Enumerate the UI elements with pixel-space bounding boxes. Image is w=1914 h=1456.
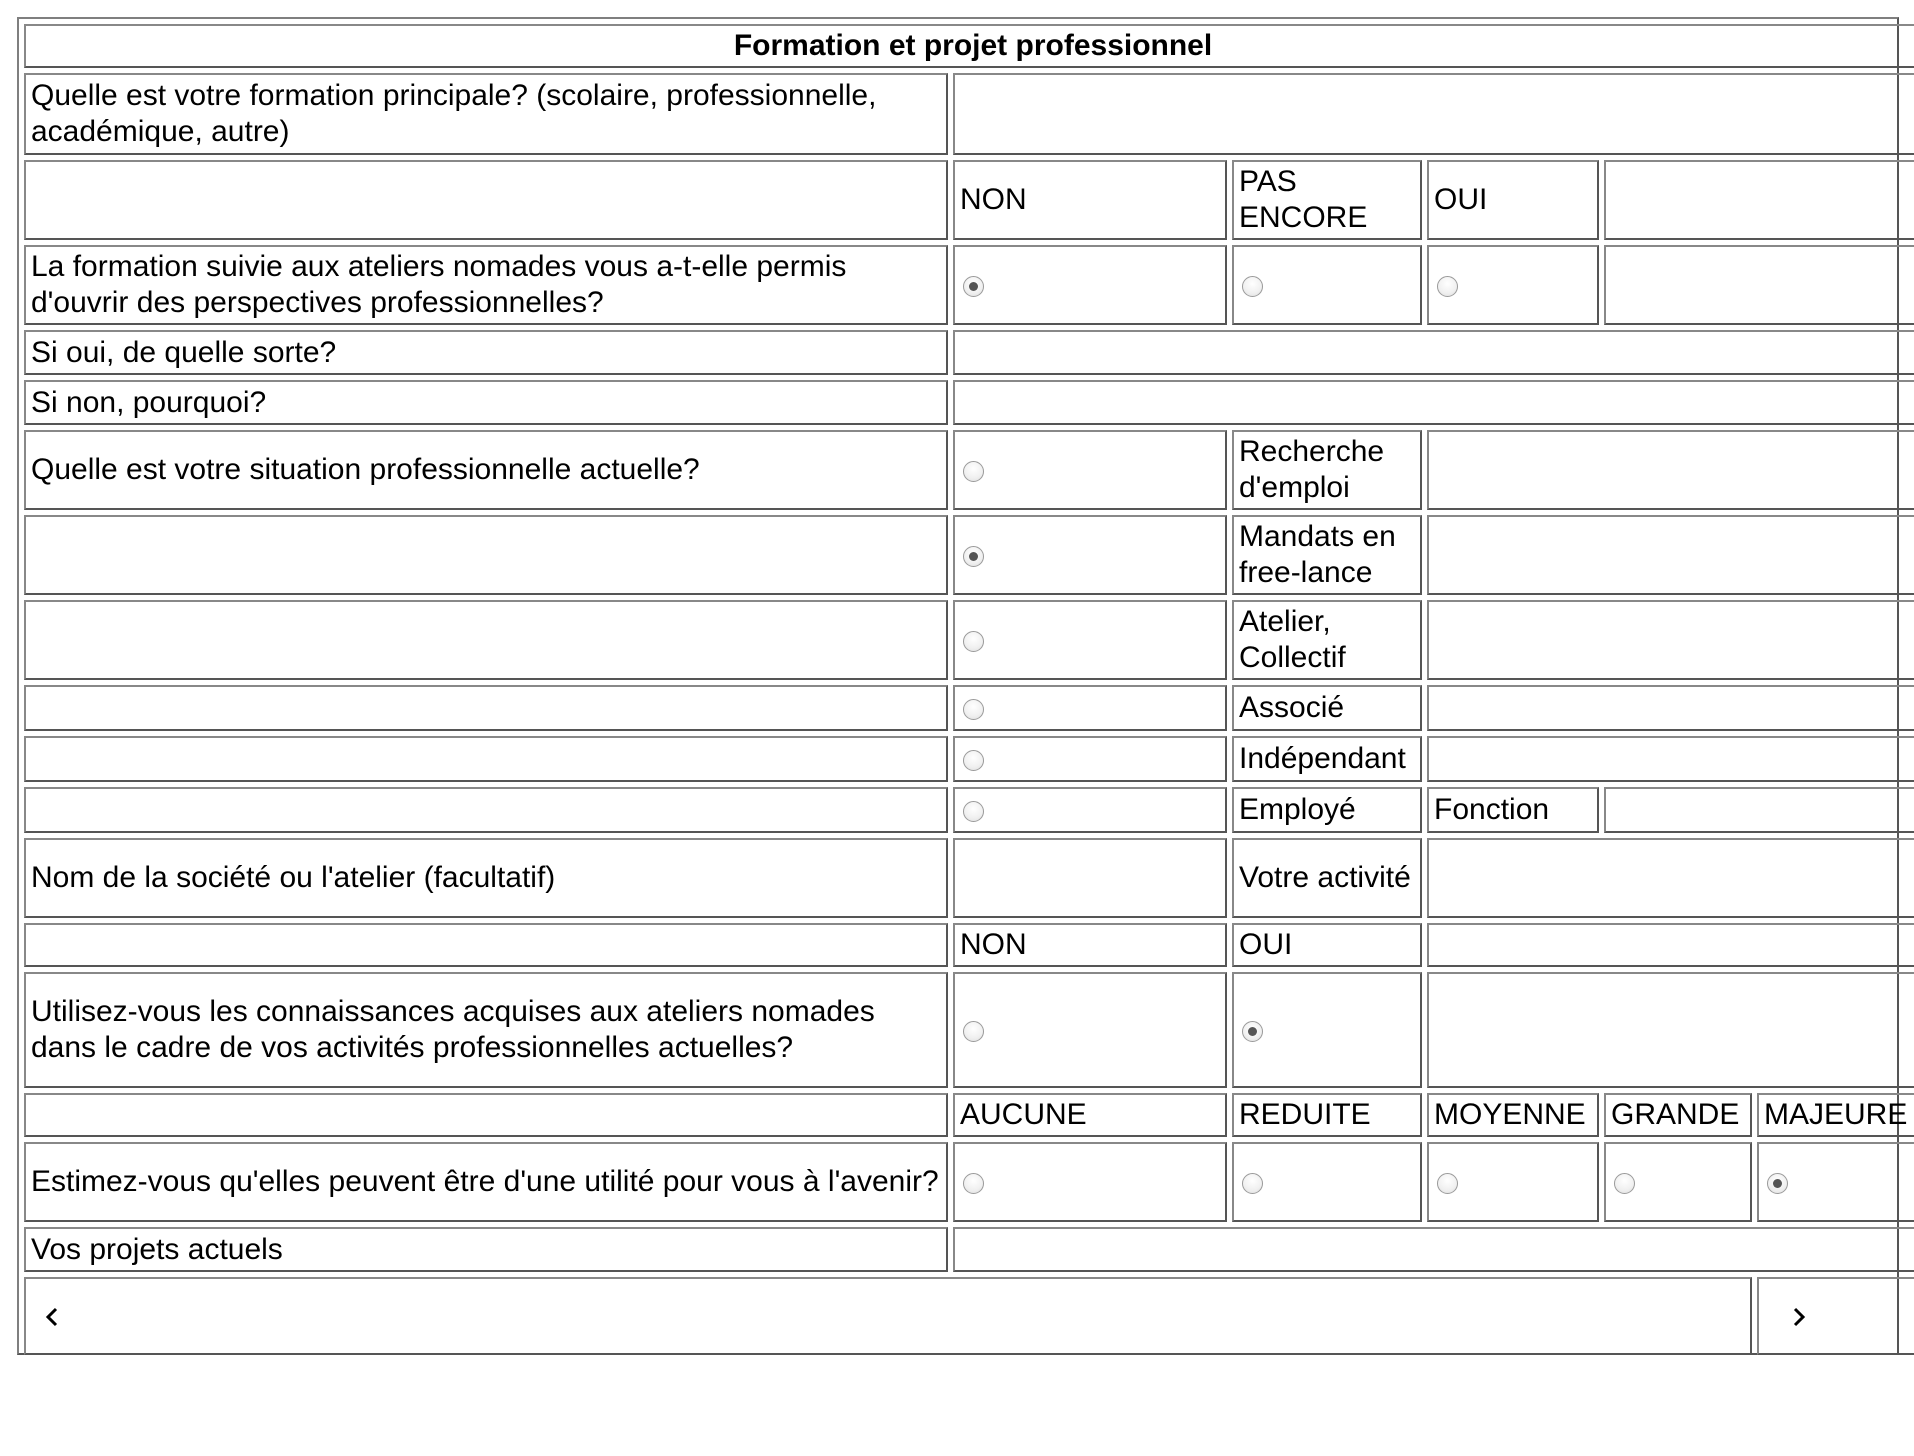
question-si-non: Si non, pourquoi? [24, 380, 948, 425]
answer-projets[interactable] [953, 1227, 1914, 1272]
form-container [17, 17, 1908, 1355]
answer-si-oui[interactable] [953, 330, 1914, 375]
radio-connaissances-oui[interactable] [1242, 1021, 1263, 1042]
empty-cell [24, 736, 948, 782]
radio-perspectives-pas-encore[interactable] [1242, 276, 1263, 297]
header-empty-cell [24, 1093, 948, 1137]
radio-utilite-grande[interactable] [1614, 1173, 1635, 1194]
label-associe: Associé [1232, 685, 1422, 731]
radio-utilite-majeure[interactable] [1767, 1173, 1788, 1194]
header-non: NON [953, 160, 1227, 240]
radio-utilite-reduite[interactable] [1242, 1173, 1263, 1194]
header-non: NON [953, 923, 1227, 967]
chevron-left-icon[interactable] [40, 1305, 64, 1329]
question-perspectives: La formation suivie aux ateliers nomades vous a-t-elle permis d'ouvrir des perspectives professionnelles? [24, 245, 948, 325]
question-si-oui: Si oui, de quelle sorte? [24, 330, 948, 375]
answer-societe[interactable] [953, 838, 1227, 918]
radio-perspectives-non[interactable] [963, 276, 984, 297]
section-title: Formation et projet professionnel [24, 24, 1914, 68]
label-recherche-emploi: Recherche d'emploi [1232, 430, 1422, 510]
empty-cell [1427, 600, 1914, 680]
empty-cell [1427, 515, 1914, 595]
radio-situation-independant[interactable] [963, 750, 984, 771]
label-independant: Indépendant [1232, 736, 1422, 782]
radio-situation-associe[interactable] [963, 699, 984, 720]
header-majeure: MAJEURE [1757, 1093, 1914, 1137]
header-empty-cell [24, 160, 948, 240]
nav-next-cell[interactable] [1757, 1277, 1914, 1355]
radio-situation-atelier-collectif[interactable] [963, 631, 984, 652]
empty-cell [24, 685, 948, 731]
empty-cell [1427, 430, 1914, 510]
radio-situation-recherche-emploi[interactable] [963, 461, 984, 482]
radio-utilite-moyenne[interactable] [1437, 1173, 1458, 1194]
chevron-right-icon[interactable] [1787, 1305, 1811, 1329]
header-oui: OUI [1427, 160, 1599, 240]
question-projets: Vos projets actuels [24, 1227, 948, 1272]
empty-cell [1427, 736, 1914, 782]
empty-cell [24, 515, 948, 595]
header-pas-encore: PAS ENCORE [1232, 160, 1422, 240]
header-empty-cell [24, 923, 948, 967]
label-fonction: Fonction [1427, 787, 1599, 833]
empty-cell [24, 787, 948, 833]
radio-utilite-aucune[interactable] [963, 1173, 984, 1194]
answer-si-non[interactable] [953, 380, 1914, 425]
question-situation: Quelle est votre situation professionnelle actuelle? [24, 430, 948, 510]
question-formation-principale: Quelle est votre formation principale? (scolaire, professionnelle, académique, autre) [24, 73, 948, 155]
header-reduite: REDUITE [1232, 1093, 1422, 1137]
label-freelance: Mandats en free-lance [1232, 515, 1422, 595]
nav-prev-cell[interactable] [24, 1277, 1752, 1355]
answer-formation-principale[interactable] [953, 73, 1914, 155]
header-moyenne: MOYENNE [1427, 1093, 1599, 1137]
label-employe: Employé [1232, 787, 1422, 833]
header-empty-cell [1604, 160, 1914, 240]
radio-perspectives-oui[interactable] [1437, 276, 1458, 297]
answer-activite[interactable] [1427, 838, 1914, 918]
radio-situation-freelance[interactable] [963, 546, 984, 567]
empty-cell [1604, 245, 1914, 325]
header-empty-cell [1427, 923, 1914, 967]
question-societe: Nom de la société ou l'atelier (facultatif) [24, 838, 948, 918]
header-aucune: AUCUNE [953, 1093, 1227, 1137]
question-connaissances: Utilisez-vous les connaissances acquises aux ateliers nomades dans le cadre de vos activités professionnelles actuelles? [24, 972, 948, 1088]
answer-fonction[interactable] [1604, 787, 1914, 833]
label-atelier-collectif: Atelier, Collectif [1232, 600, 1422, 680]
questionnaire-table [19, 19, 1914, 1360]
header-oui: OUI [1232, 923, 1422, 967]
header-grande: GRANDE [1604, 1093, 1752, 1137]
radio-situation-employe[interactable] [963, 801, 984, 822]
empty-cell [1427, 685, 1914, 731]
empty-cell [24, 600, 948, 680]
empty-cell [1427, 972, 1914, 1088]
label-activite: Votre activité [1232, 838, 1422, 918]
question-utilite: Estimez-vous qu'elles peuvent être d'une utilité pour vous à l'avenir? [24, 1142, 948, 1222]
radio-connaissances-non[interactable] [963, 1021, 984, 1042]
